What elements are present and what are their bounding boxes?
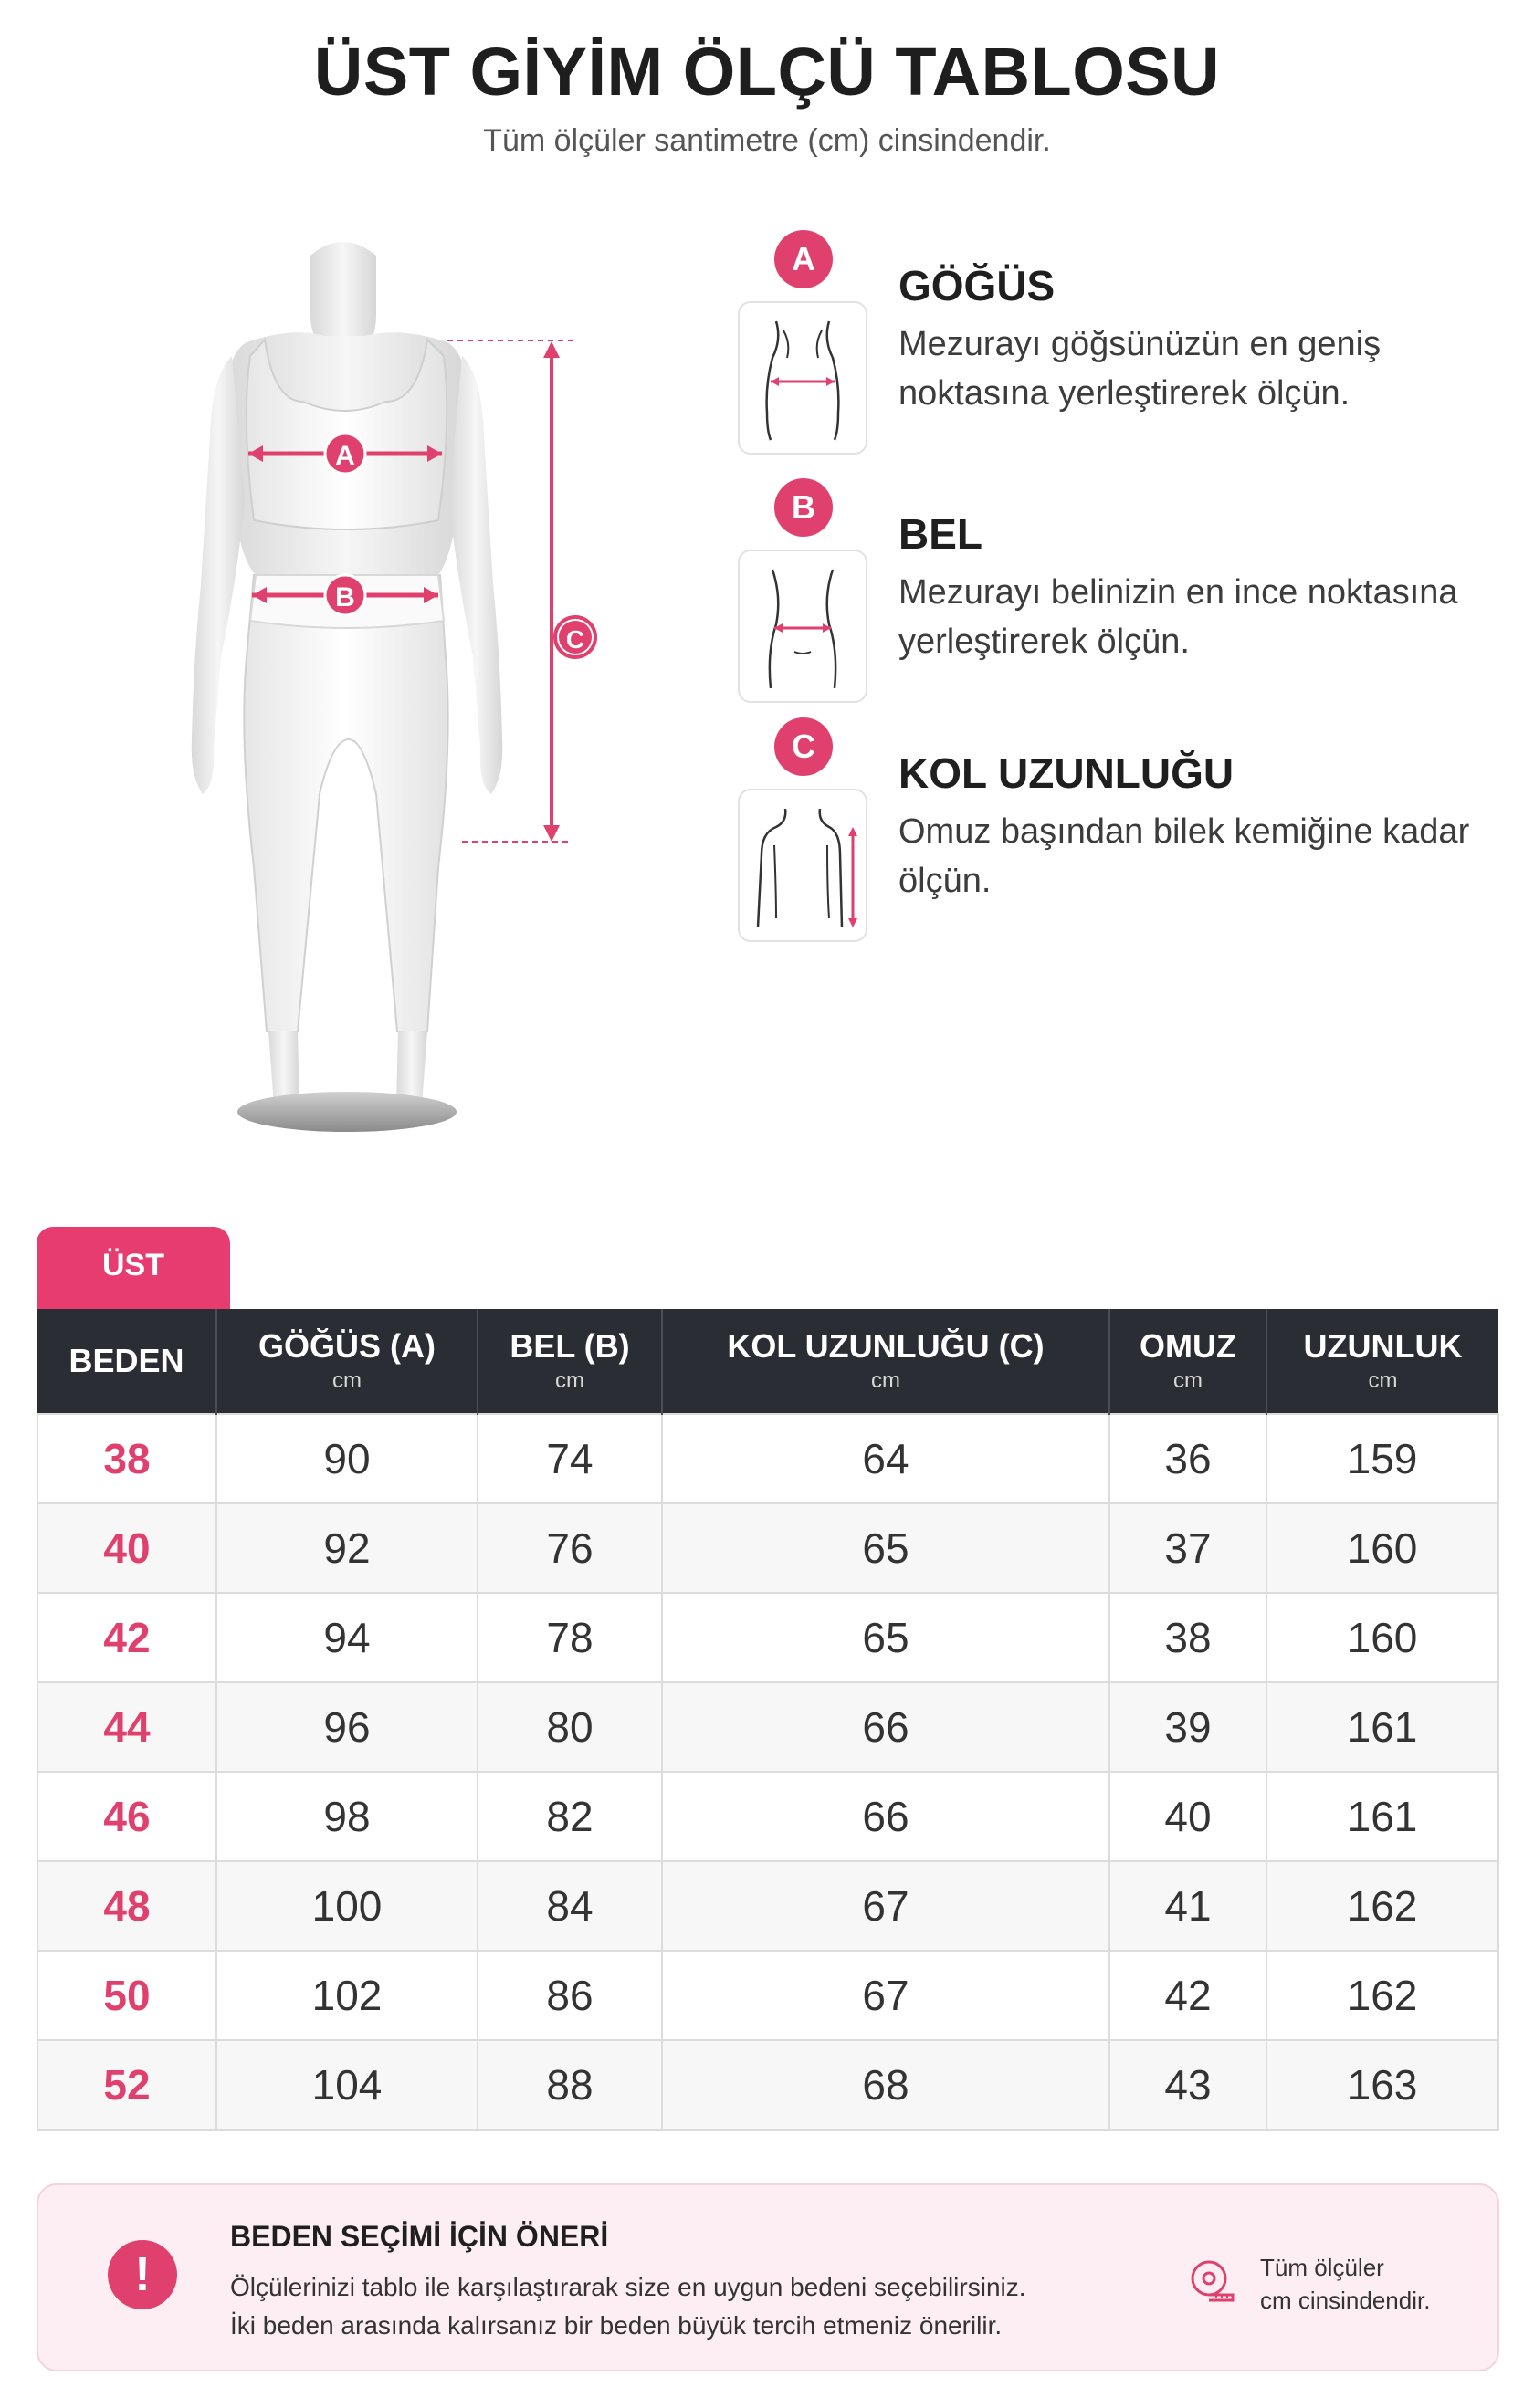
cell-bel: 86	[478, 1951, 662, 2040]
guide-title: KOL UZUNLUĞU	[898, 749, 1235, 797]
chest-measure-icon	[738, 301, 867, 455]
cell-omuz: 42	[1109, 1951, 1266, 2040]
cell-bel: 88	[478, 2040, 662, 2130]
cell-bel: 78	[478, 1593, 662, 1682]
table-row	[37, 1682, 1498, 1772]
cell-uzunluk: 160	[1266, 1503, 1498, 1593]
guide-description: Mezurayı belinizin en ince noktasına yerleştirerek ölçün.	[898, 573, 1458, 661]
cell-bel: 82	[478, 1772, 662, 1861]
units-note	[1260, 2251, 1430, 2317]
label-a: A	[335, 441, 355, 471]
cell-beden: 48	[37, 1861, 216, 1951]
cell-bel: 80	[478, 1682, 662, 1772]
cell-gogus: 96	[216, 1682, 478, 1772]
header-omuz: OMUZ cm	[1109, 1309, 1266, 1414]
tab-ust[interactable]: ÜST	[37, 1227, 230, 1311]
recommendation-box	[37, 2183, 1499, 2371]
page-title: ÜST GİYİM ÖLÇÜ TABLOSU	[313, 34, 1221, 110]
header-kol-uzunlugu: KOL UZUNLUĞU (C) cm	[662, 1309, 1109, 1414]
header-uzunluk: UZUNLUK cm	[1266, 1309, 1498, 1414]
mannequin-figure-icon	[137, 228, 648, 1141]
cell-kol: 65	[662, 1593, 1109, 1682]
cell-beden: 42	[37, 1593, 216, 1682]
recommendation-line: Ölçülerinizi tablo ile karşılaştırarak size en uygun bedeni seçebilirsiniz.	[230, 2273, 1026, 2301]
cell-uzunluk: 159	[1266, 1414, 1498, 1503]
cell-uzunluk: 161	[1266, 1772, 1498, 1861]
cell-kol: 67	[662, 1951, 1109, 2040]
cell-omuz: 36	[1109, 1414, 1266, 1503]
guide-waist	[738, 478, 1514, 716]
cell-kol: 67	[662, 1861, 1109, 1951]
table-row	[37, 2040, 1498, 2130]
cell-beden: 50	[37, 1951, 216, 2040]
cell-gogus: 92	[216, 1503, 478, 1593]
recommendation-line: İki beden arasında kalırsanız bir beden büyük tercih etmeniz önerilir.	[230, 2311, 1003, 2340]
cell-omuz: 39	[1109, 1682, 1266, 1772]
cell-omuz: 40	[1109, 1772, 1266, 1861]
cell-beden: 44	[37, 1682, 216, 1772]
cell-beden: 46	[37, 1772, 216, 1861]
guide-badge: A	[774, 230, 833, 288]
recommendation-title: BEDEN SEÇİMİ İÇİN ÖNERİ	[230, 2220, 609, 2253]
waist-measure-icon	[738, 550, 867, 703]
cell-bel: 84	[478, 1861, 662, 1951]
label-b: B	[335, 582, 355, 612]
cell-uzunluk: 162	[1266, 1951, 1498, 2040]
cell-gogus: 98	[216, 1772, 478, 1861]
cell-kol: 66	[662, 1772, 1109, 1861]
cell-uzunluk: 160	[1266, 1593, 1498, 1682]
table-row	[37, 1414, 1498, 1503]
header-beden: BEDEN	[37, 1309, 216, 1414]
arm-measure-icon	[738, 789, 867, 942]
guide-chest	[738, 230, 1514, 467]
cell-kol: 65	[662, 1503, 1109, 1593]
cell-omuz: 38	[1109, 1593, 1266, 1682]
units-note-line: Tüm ölçüler	[1260, 2254, 1384, 2281]
guide-badge: B	[774, 478, 833, 537]
guide-title: BEL	[898, 510, 982, 558]
guide-description: Omuz başından bilek kemiğine kadar ölçün.	[898, 812, 1470, 900]
cell-beden: 38	[37, 1414, 216, 1503]
cell-omuz: 43	[1109, 2040, 1266, 2130]
table-row	[37, 1951, 1498, 2040]
exclamation-icon: !	[108, 2240, 177, 2309]
table-row	[37, 1593, 1498, 1682]
guide-description: Mezurayı göğsünüzün en geniş noktasına yerleştirerek ölçün.	[898, 325, 1382, 413]
cell-bel: 74	[478, 1414, 662, 1503]
cell-bel: 76	[478, 1503, 662, 1593]
cell-kol: 64	[662, 1414, 1109, 1503]
cell-uzunluk: 162	[1266, 1861, 1498, 1951]
label-c: C	[565, 625, 585, 654]
cell-beden: 52	[37, 2040, 216, 2130]
mannequin-figure	[137, 228, 648, 1141]
units-note-line: cm cinsindendir.	[1260, 2287, 1431, 2314]
cell-gogus: 100	[216, 1861, 478, 1951]
cell-beden: 40	[37, 1503, 216, 1593]
page-subtitle: Tüm ölçüler santimetre (cm) cinsindendir.	[483, 123, 1051, 158]
cell-gogus: 104	[216, 2040, 478, 2130]
size-table	[37, 1309, 1499, 2131]
cell-gogus: 94	[216, 1593, 478, 1682]
cell-gogus: 90	[216, 1414, 478, 1503]
guide-arm	[738, 717, 1514, 955]
cell-omuz: 41	[1109, 1861, 1266, 1951]
table-row	[37, 1861, 1498, 1951]
cell-kol: 68	[662, 2040, 1109, 2130]
cell-kol: 66	[662, 1682, 1109, 1772]
table-row	[37, 1772, 1498, 1861]
table-header-row	[37, 1309, 1498, 1414]
header-bel: BEL (B) cm	[478, 1309, 662, 1414]
table-row	[37, 1503, 1498, 1593]
cell-omuz: 37	[1109, 1503, 1266, 1593]
guide-badge: C	[774, 717, 833, 776]
cell-gogus: 102	[216, 1951, 478, 2040]
header-gogus: GÖĞÜS (A) cm	[216, 1309, 478, 1414]
cell-uzunluk: 163	[1266, 2040, 1498, 2130]
cell-uzunluk: 161	[1266, 1682, 1498, 1772]
guide-title: GÖĞÜS	[898, 262, 1056, 309]
tape-measure-icon	[1185, 2255, 1236, 2306]
